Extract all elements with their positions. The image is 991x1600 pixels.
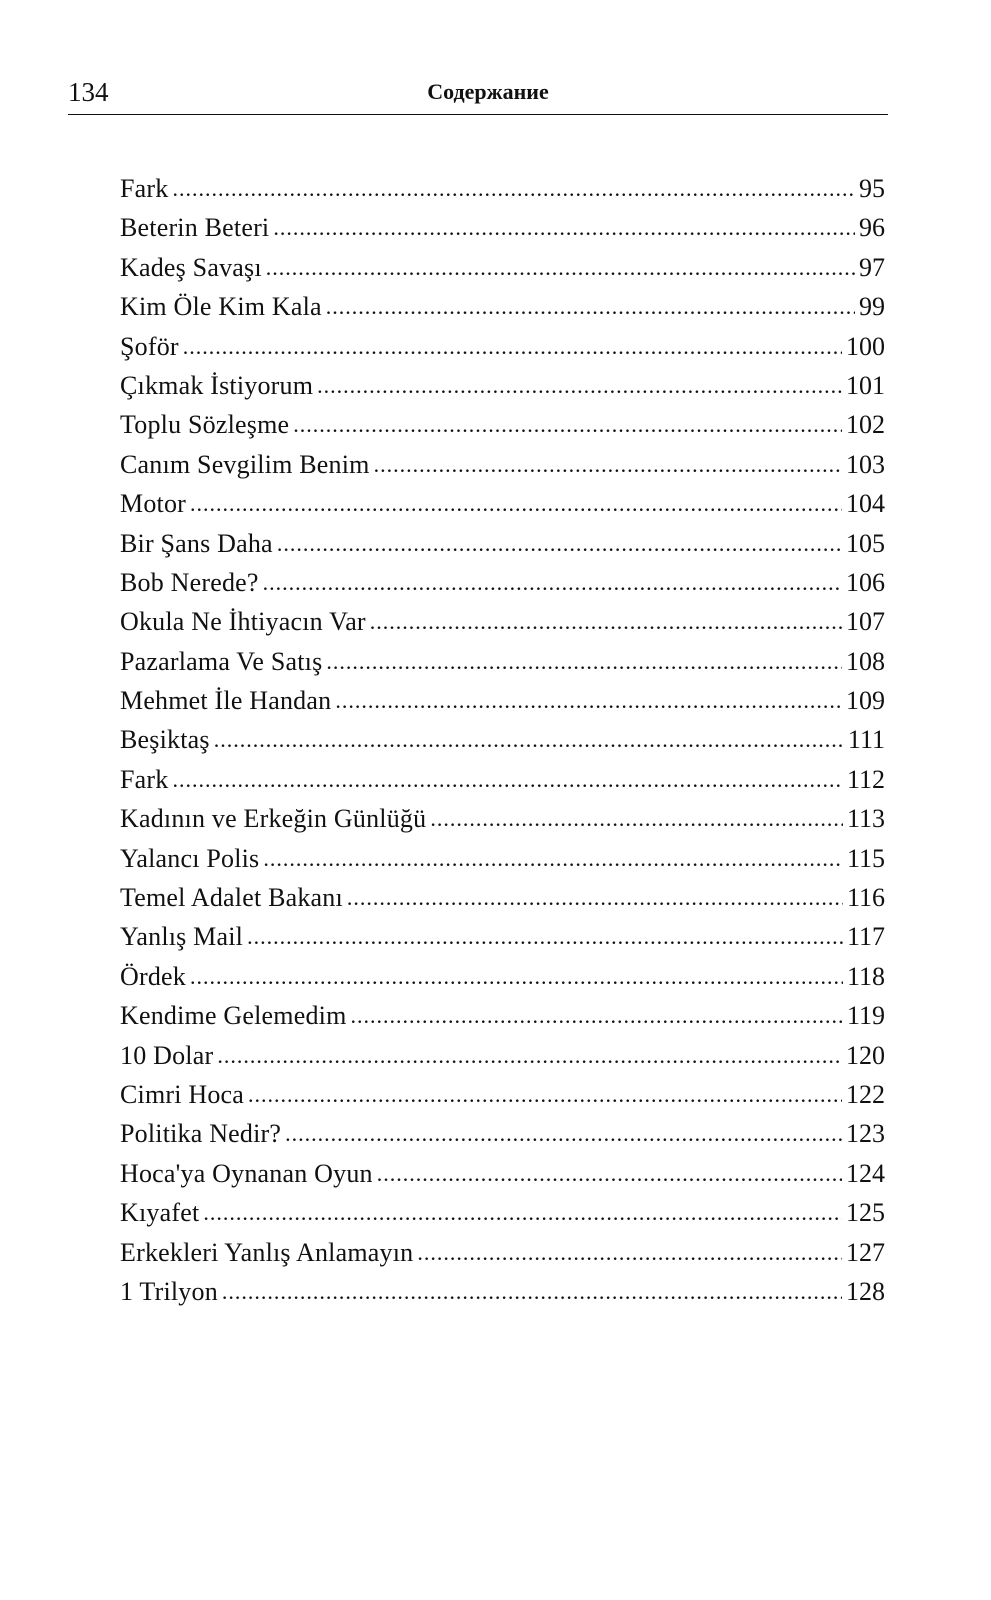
toc-entry-title: Toplu Sözleşme <box>120 410 290 440</box>
toc-entry-page: 125 <box>846 1198 885 1228</box>
toc-entry-title: Hoca'ya Oynanan Oyun <box>120 1158 373 1188</box>
toc-entry-page: 100 <box>846 331 885 361</box>
toc-entry-title: Mehmet İle Handan <box>120 686 332 716</box>
dot-leader <box>430 798 843 838</box>
toc-entry <box>120 563 885 602</box>
toc-entry-page: 122 <box>846 1079 885 1109</box>
toc-entry <box>120 366 885 405</box>
toc-entry-page: 124 <box>846 1158 885 1188</box>
toc-entry <box>120 524 885 563</box>
dot-leader <box>277 523 842 563</box>
toc-entry-title: 10 Dolar <box>120 1040 214 1070</box>
toc-entry-title: 1 Trilyon <box>120 1276 218 1306</box>
toc-entry-title: Temel Adalet Bakanı <box>120 883 343 913</box>
toc-entry-page: 102 <box>846 410 885 440</box>
toc-entry-page: 107 <box>846 607 885 637</box>
toc-entry <box>120 484 885 523</box>
dot-leader <box>190 956 843 996</box>
toc-entry-page: 97 <box>859 252 885 282</box>
toc-entry <box>120 1036 885 1075</box>
toc-entry-title: Kendime Gelemedim <box>120 1001 347 1031</box>
dot-leader <box>326 641 842 681</box>
dot-leader <box>190 483 842 523</box>
toc-entry-page: 123 <box>846 1119 885 1149</box>
dot-leader <box>183 326 842 366</box>
toc-entry-page: 128 <box>846 1276 885 1306</box>
dot-leader <box>377 1153 842 1193</box>
page-number: 134 <box>68 77 109 107</box>
dot-leader <box>217 1035 842 1075</box>
dot-leader <box>317 365 842 405</box>
toc-entry <box>120 642 885 681</box>
dot-leader <box>370 601 842 641</box>
toc-entry <box>120 681 885 720</box>
toc-entry <box>120 1075 885 1114</box>
dot-leader <box>214 719 844 759</box>
dot-leader <box>172 759 842 799</box>
toc-entry <box>120 208 885 247</box>
toc-entry <box>120 799 885 838</box>
dot-leader <box>222 1271 842 1311</box>
dot-leader <box>263 838 843 878</box>
toc-entry <box>120 169 885 208</box>
toc-entry-page: 111 <box>847 725 885 755</box>
dot-leader <box>293 404 842 444</box>
toc-entry-title: Yanlış Mail <box>120 922 244 952</box>
toc-entry-page: 116 <box>846 883 885 913</box>
toc-entry-title: Ördek <box>120 961 186 991</box>
header-rule <box>68 114 888 115</box>
toc-entry-page: 105 <box>846 528 885 558</box>
toc-entry-page: 118 <box>846 961 885 991</box>
toc-entry-title: Fark <box>120 764 169 794</box>
dot-leader <box>273 207 855 247</box>
dot-leader <box>326 286 855 326</box>
toc-entry <box>120 1233 885 1272</box>
table-of-contents <box>120 169 885 1311</box>
toc-entry <box>120 248 885 287</box>
toc-entry-title: Cimri Hoca <box>120 1079 245 1109</box>
toc-entry-page: 104 <box>846 489 885 519</box>
dot-leader <box>248 1074 842 1114</box>
toc-entry-title: Politika Nedir? <box>120 1119 282 1149</box>
toc-entry <box>120 957 885 996</box>
toc-entry-title: Şoför <box>120 331 179 361</box>
toc-entry-page: 108 <box>846 646 885 676</box>
toc-entry-title: Kıyafet <box>120 1198 200 1228</box>
toc-entry-title: Pazarlama Ve Satış <box>120 646 323 676</box>
toc-entry <box>120 917 885 956</box>
toc-entry <box>120 878 885 917</box>
toc-entry-title: Erkekleri Yanlış Anlamayın <box>120 1237 414 1267</box>
running-title: Содержание <box>427 79 549 104</box>
toc-entry-title: Kim Öle Kim Kala <box>120 292 322 322</box>
toc-entry-title: Bir Şans Daha <box>120 528 273 558</box>
toc-entry-page: 109 <box>846 686 885 716</box>
toc-entry-page: 127 <box>846 1237 885 1267</box>
toc-entry-title: Motor <box>120 489 186 519</box>
dot-leader <box>266 247 855 287</box>
dot-leader <box>263 562 842 602</box>
toc-entry <box>120 445 885 484</box>
toc-entry-title: Beterin Beteri <box>120 213 270 243</box>
toc-entry-page: 95 <box>859 174 885 203</box>
toc-entry-title: Bob Nerede? <box>120 567 259 597</box>
dot-leader <box>172 168 855 208</box>
toc-entry-page: 96 <box>859 213 885 243</box>
toc-entry-title: Okula Ne İhtiyacın Var <box>120 607 366 637</box>
toc-entry-title: Kadının ve Erkeğin Günlüğü <box>120 804 427 834</box>
toc-entry-page: 115 <box>846 843 885 873</box>
toc-entry <box>120 1272 885 1311</box>
page-header <box>68 72 888 112</box>
toc-entry <box>120 1114 885 1153</box>
toc-entry <box>120 996 885 1035</box>
dot-leader <box>347 877 843 917</box>
toc-entry-title: Kadeş Savaşı <box>120 252 262 282</box>
toc-entry <box>120 720 885 759</box>
toc-entry-title: Canım Sevgilim Benim <box>120 449 370 479</box>
toc-entry <box>120 602 885 641</box>
toc-entry-page: 119 <box>846 1001 885 1031</box>
dot-leader <box>374 444 842 484</box>
dot-leader <box>417 1232 842 1272</box>
toc-entry <box>120 1193 885 1232</box>
toc-entry-page: 117 <box>846 922 885 952</box>
toc-entry-page: 113 <box>846 804 885 834</box>
toc-entry <box>120 287 885 326</box>
toc-entry-title: Yalancı Polis <box>120 843 260 873</box>
toc-entry <box>120 1154 885 1193</box>
dot-leader <box>335 680 842 720</box>
dot-leader <box>351 995 843 1035</box>
toc-entry <box>120 839 885 878</box>
toc-entry <box>120 327 885 366</box>
toc-entry <box>120 405 885 444</box>
toc-entry <box>120 760 885 799</box>
dot-leader <box>247 916 843 956</box>
dot-leader <box>203 1192 842 1232</box>
toc-entry-title: Fark <box>120 174 169 203</box>
dot-leader <box>285 1113 842 1153</box>
toc-entry-page: 103 <box>846 449 885 479</box>
toc-entry-title: Beşiktaş <box>120 725 210 755</box>
toc-entry-page: 120 <box>846 1040 885 1070</box>
toc-entry-page: 101 <box>846 370 885 400</box>
toc-entry-title: Çıkmak İstiyorum <box>120 370 314 400</box>
toc-entry-page: 99 <box>859 292 885 322</box>
toc-entry-page: 112 <box>846 764 885 794</box>
toc-entry-page: 106 <box>846 567 885 597</box>
